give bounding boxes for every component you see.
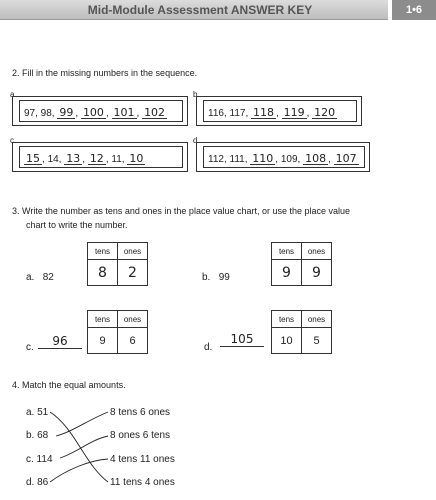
- q2a-answer-4: 102: [144, 106, 166, 119]
- q2c-sequence: 15 , 14, 13 , 12 , 11, 10: [26, 152, 144, 165]
- q2c-answer-1: 15: [26, 152, 40, 165]
- q3a-number: 82: [42, 272, 54, 283]
- q2c-answer-4: 10: [129, 152, 144, 165]
- q4-right-3: 4 tens 11 ones: [110, 454, 175, 465]
- q2b-answer-1: 118: [253, 106, 275, 119]
- q2d-answer-2: 108: [305, 152, 327, 165]
- q3c-ones-value: 6: [118, 328, 148, 354]
- q3-prompt-line-1: 3. Write the number as tens and ones in the place value chart, or use the place value: [12, 206, 351, 216]
- q3d-tens-header: tens: [272, 311, 302, 328]
- lesson-badge: 1•6: [392, 0, 436, 20]
- q2d-sequence: 112, 111, 110 , 109, 108 , 107: [208, 152, 357, 165]
- q3c-tens-value: 9: [88, 328, 118, 354]
- q2a-answer-1: 99: [59, 106, 74, 119]
- q3c-letter: c.: [26, 342, 34, 353]
- q2d-letter: d.: [193, 136, 200, 145]
- q4-line-a-to-4: [50, 412, 108, 482]
- q3a-ones-header: ones: [118, 243, 148, 260]
- q2c-given-1: 14,: [47, 154, 62, 165]
- q2b-answer-3: 120: [314, 106, 336, 119]
- q2a-answer-3: 101: [113, 106, 135, 119]
- q3b-ones-value: 9: [302, 260, 332, 286]
- q3b-number: 99: [218, 272, 230, 283]
- q4-left-b: b. 68: [26, 430, 49, 441]
- q3b-ones-header: ones: [302, 243, 332, 260]
- q2b-answer-2: 119: [283, 106, 305, 119]
- q4-left-d: d. 86: [26, 477, 49, 488]
- q3d-ones-value: 5: [302, 328, 332, 354]
- q3b-tens-header: tens: [272, 243, 302, 260]
- q3b-tens-value: 9: [272, 260, 302, 286]
- q2c-letter: c.: [10, 136, 17, 145]
- q2a-sequence: 97, 98, 99 , 100 , 101 , 102: [24, 106, 166, 119]
- q3a-letter: a.: [26, 272, 35, 283]
- q2d-given-2: 109,: [280, 154, 301, 165]
- q3c-tens-header: tens: [88, 311, 118, 328]
- q4-right-1: 8 tens 6 ones: [110, 407, 171, 418]
- q2b-given: 116, 117,: [208, 108, 249, 119]
- q3c-answer: 96: [38, 335, 82, 349]
- q3d-tens-value: 10: [272, 328, 302, 354]
- q2a-given: 97, 98,: [24, 108, 55, 119]
- q3d-letter: d.: [204, 342, 213, 353]
- q3d-answer: 105: [220, 333, 264, 347]
- q4-right-4: 11 tens 4 ones: [110, 477, 175, 488]
- q4-left-a: a. 51: [26, 407, 49, 418]
- q2a-letter: a.: [10, 90, 17, 99]
- q2b-letter: b.: [193, 90, 200, 99]
- q3c-ones-header: ones: [118, 311, 148, 328]
- q2-prompt: 2. Fill in the missing numbers in the sequence.: [12, 68, 198, 78]
- q2a-answer-2: 100: [82, 106, 104, 119]
- q3a-tens-value: 8: [88, 260, 118, 286]
- q4-line-d-to-3: [50, 459, 108, 482]
- q3b-letter: b.: [202, 272, 211, 283]
- q2d-answer-1: 110: [252, 152, 274, 165]
- page-title: Mid-Module Assessment ANSWER KEY: [87, 3, 313, 17]
- q4-prompt: 4. Match the equal amounts.: [12, 380, 126, 390]
- q2d-answer-3: 107: [335, 152, 357, 165]
- q2c-answer-2: 13: [66, 152, 81, 165]
- q3a-ones-value: 2: [118, 260, 148, 286]
- q2b-sequence: 116, 117, 118 , 119 , 120: [208, 106, 336, 119]
- q3d-ones-header: ones: [302, 311, 332, 328]
- q2c-given-2: 11,: [111, 154, 125, 165]
- q4-line-c-to-2: [60, 436, 108, 458]
- q2d-given-1: 112, 111,: [208, 154, 248, 165]
- q3-prompt-line-2: chart to write the number.: [26, 220, 128, 230]
- q4-left-c: c. 114: [26, 454, 53, 465]
- q3a-tens-header: tens: [88, 243, 118, 260]
- q2c-answer-3: 12: [89, 152, 104, 165]
- q4-right-2: 8 ones 6 tens: [110, 430, 171, 441]
